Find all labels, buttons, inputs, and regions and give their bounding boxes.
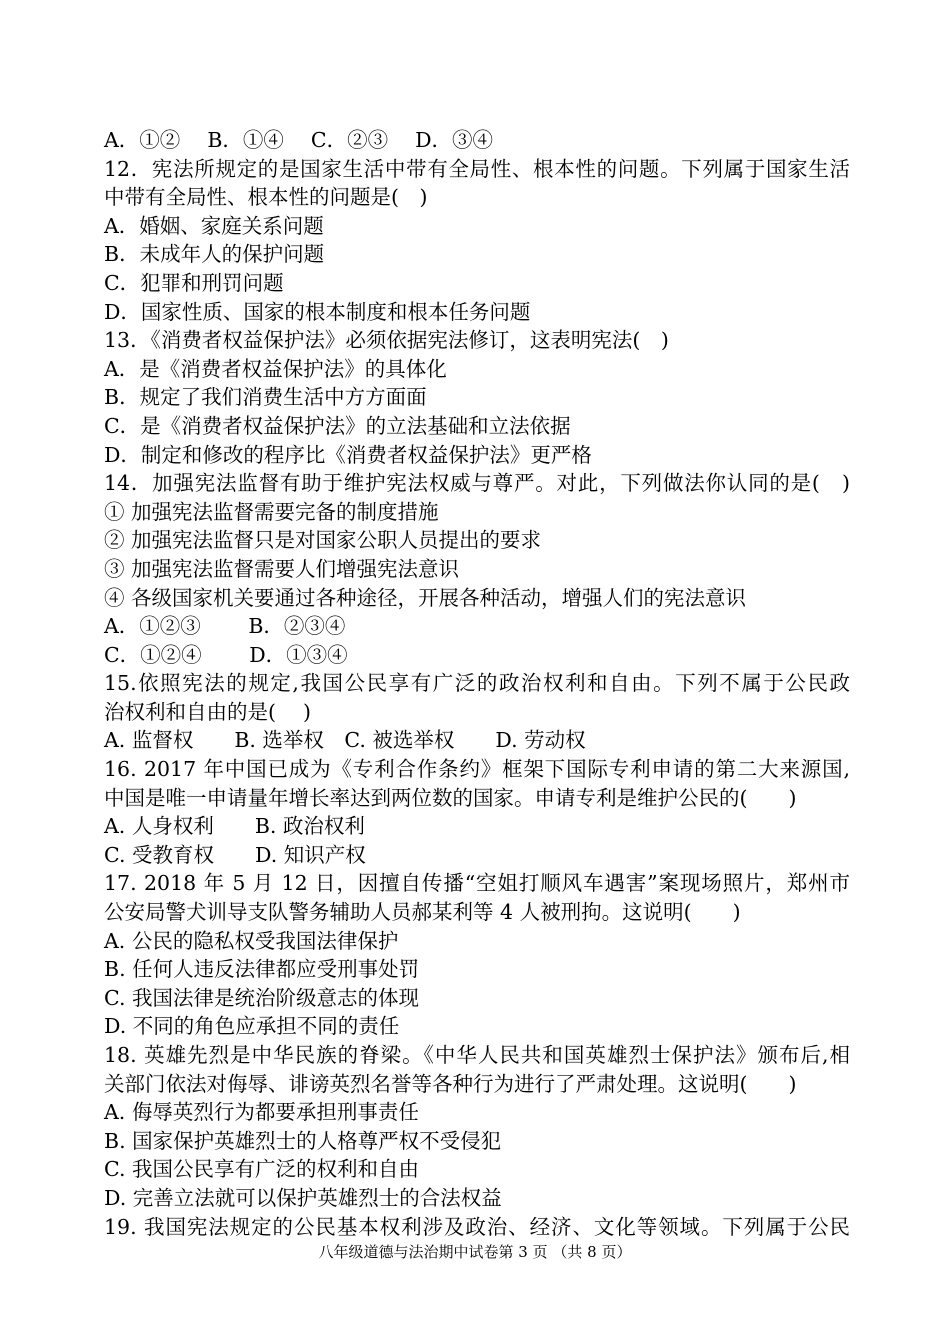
q14-statement-2: ② 加强宪法监督只是对国家公职人员提出的要求 [104,528,542,553]
q14-statement-1: ① 加强宪法监督需要完备的制度措施 [104,499,439,524]
q17-option-a: A. 公民的隐私权受我国法律保护 [104,928,399,953]
q17-option-b: B. 任何人违反法律都应受刑事处罚 [104,957,420,982]
q15-stem-line-1: 15.依照宪法的规定,我国公民享有广泛的政治权利和自由。下列不属于公民政 [104,671,850,696]
q16-options-ab: A. 人身权利 B. 政治权利 [104,814,365,839]
q12-stem-line-1: 12．宪法所规定的是国家生活中带有全局性、根本性的问题。下列属于国家生活 [104,156,850,181]
q14-options-cd: C．①②④ D．①③④ [104,642,348,667]
q17-option-d: D. 不同的角色应承担不同的责任 [104,1014,400,1039]
q12-option-c: C．犯罪和刑罚问题 [104,270,284,295]
q18-stem-line-2: 关部门依法对侮辱、诽谤英烈名誉等各种行为进行了严肃处理。这说明( ) [104,1071,797,1096]
q13-option-d: D．制定和修改的程序比《消费者权益保护法》更严格 [104,442,592,467]
q13-option-c: C．是《消费者权益保护法》的立法基础和立法依据 [104,413,571,438]
q13-option-a: A．是《消费者权益保护法》的具体化 [104,356,447,381]
q18-option-b: B. 国家保护英雄烈士的人格尊严权不受侵犯 [104,1128,502,1153]
q13-option-b: B．规定了我们消费生活中方方面面 [104,385,427,410]
page-footer: 八年级道德与法治期中试卷第 3 页 （共 8 页） [318,1243,632,1261]
q12-option-d: D．国家性质、国家的根本制度和根本任务问题 [104,299,531,324]
q18-option-c: C. 我国公民享有广泛的权利和自由 [104,1157,419,1182]
q14-stem: 14．加强宪法监督有助于维护宪法权威与尊严。对此，下列做法你认同的是( ) [104,471,850,496]
q18-stem-line-1: 18. 英雄先烈是中华民族的脊梁。《中华人民共和国英雄烈士保护法》颁布后,相 [104,1043,850,1067]
q14-statement-4: ④ 各级国家机关要通过各种途径，开展各种活动，增强人们的宪法意识 [104,585,747,610]
q17-stem-line-2: 公安局警犬训导支队警务辅助人员郝某利等 4 人被刑拘。这说明( ) [104,900,741,925]
q16-options-cd: C. 受教育权 D. 知识产权 [104,842,366,867]
q13-stem: 13．《消费者权益保护法》必须依据宪法修订，这表明宪法( ) [104,328,669,353]
q16-stem-line-1: 16. 2017 年中国已成为《专利合作条约》框架下国际专利申请的第二大来源国, [104,757,850,782]
q11-options: A．①② B．①④ C．②③ D．③④ [104,128,494,152]
q15-stem-line-2: 治权利和自由的是( ) [104,699,312,724]
q16-stem-line-2: 中国是唯一申请量年增长率达到两位数的国家。申请专利是维护公民的( ) [104,785,797,810]
q12-stem-line-2: 中带有全局性、根本性的问题是( ) [104,185,428,210]
q12-option-b: B．未成年人的保护问题 [104,242,325,267]
q18-option-d: D. 完善立法就可以保护英雄烈士的合法权益 [104,1185,502,1210]
q14-options-ab: A．①②③ B．②③④ [104,614,346,639]
q19-stem-line-1: 19. 我国宪法规定的公民基本权利涉及政治、经济、文化等领域。下列属于公民 [104,1214,850,1239]
exam-page-body [104,126,850,1241]
q15-options: A. 监督权 B. 选举权 C. 被选举权 D. 劳动权 [104,728,586,753]
q14-statement-3: ③ 加强宪法监督需要人们增强宪法意识 [104,556,460,581]
q17-option-c: C. 我国法律是统治阶级意志的体现 [104,985,419,1010]
q17-stem-line-1: 17. 2018 年 5 月 12 日，因擅自传播“空姐打顺风车遇害”案现场照片，郑州市 [104,871,850,896]
q18-option-a: A. 侮辱英烈行为都要承担刑事责任 [104,1100,419,1125]
q12-option-a: A．婚姻、家庭关系问题 [104,213,324,238]
